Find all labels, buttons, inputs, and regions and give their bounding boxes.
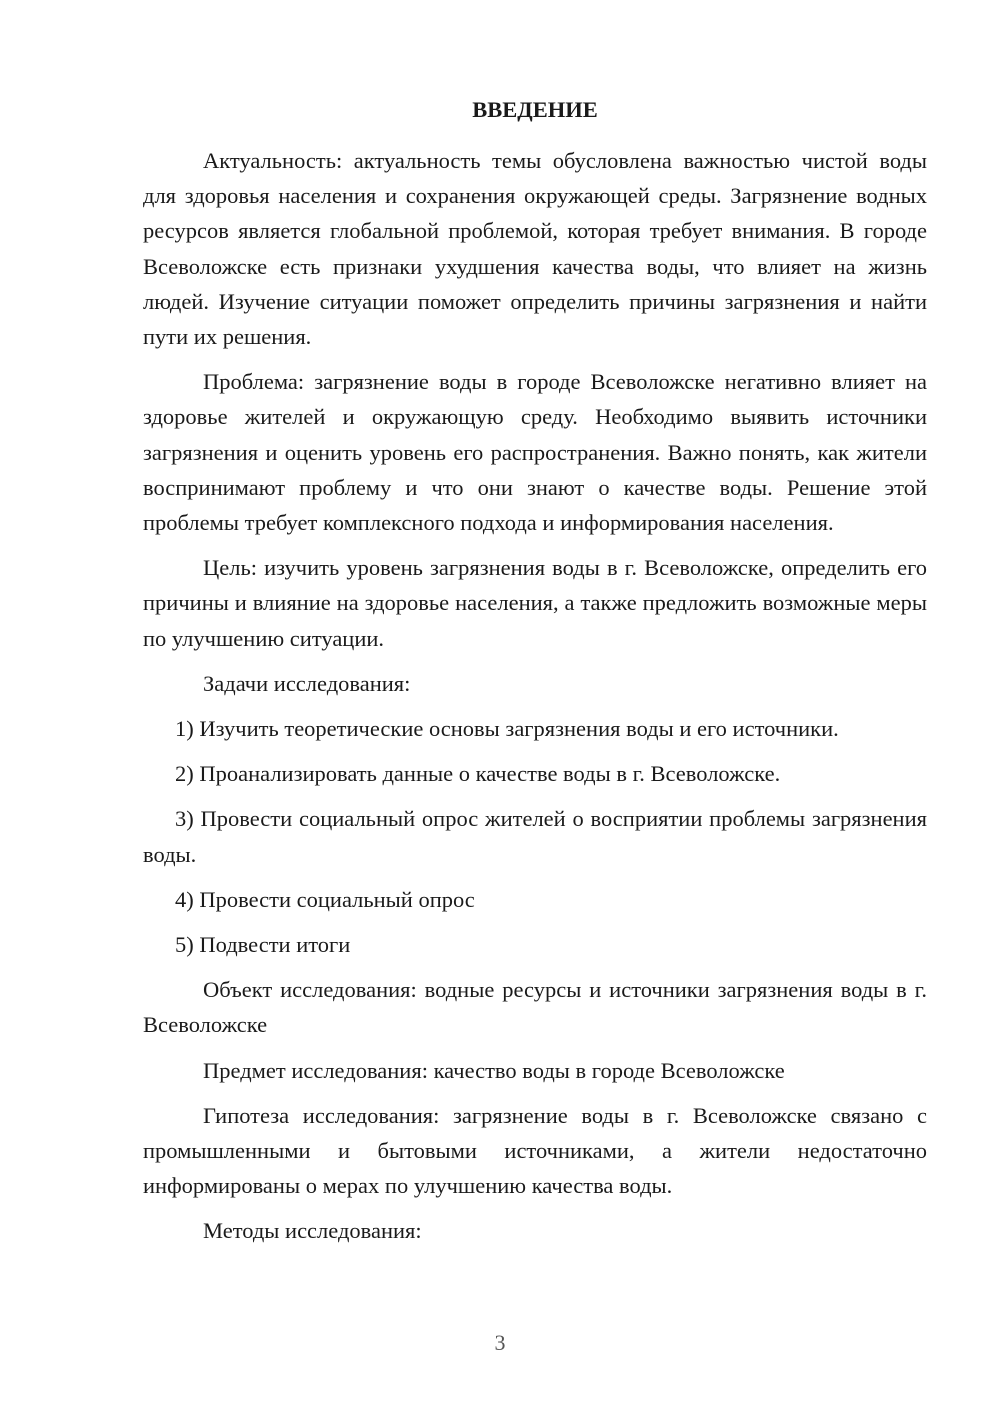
list-item: 2) Проанализировать данные о качестве воды в г. Всеволожске.	[175, 761, 781, 787]
subject-paragraph: Предмет исследования: качество воды в городе Всеволожске	[203, 1057, 785, 1083]
list-item: 3) Провести социальный опрос жителей о восприятии проблемы загрязнения воды.	[143, 806, 927, 867]
object-paragraph: Объект исследования: водные ресурсы и источники загрязнения воды в г. Всеволожске	[143, 977, 927, 1038]
document-page	[143, 90, 927, 1259]
relevance-paragraph: Актуальность: актуальность темы обусловлена важностью чистой воды для здоровья населения и сохранения окружающей среды. Загрязнение водных ресурсов является глобальной проблемой, которая требует внимания. В городе Всеволожске есть признаки ухудшения качества воды, что влияет на жизнь людей. Изучение ситуации поможет определить причины загрязнения и найти пути их решения.	[143, 148, 927, 350]
tasks-list	[143, 711, 927, 962]
methods-paragraph: Методы исследования:	[203, 1218, 422, 1244]
list-item: 4) Провести социальный опрос	[175, 886, 475, 912]
hypothesis-paragraph: Гипотеза исследования: загрязнение воды в г. Всеволожске связано с промышленными и бытовыми источниками, а жители недостаточно информированы о мерах по улучшению качества воды.	[143, 1102, 927, 1199]
section-heading: ВВЕДЕНИЕ	[472, 97, 598, 122]
page-number: 3	[494, 1330, 506, 1355]
problem-paragraph: Проблема: загрязнение воды в городе Всеволожске негативно влияет на здоровье жителей и окружающую среду. Необходимо выявить источники загрязнения и оценить уровень его распространения. Важно понять, как жители воспринимают проблему и что они знают о качестве воды. Решение этой проблемы требует комплексного подхода и информирования населения.	[143, 369, 927, 536]
list-item: 1) Изучить теоретические основы загрязнения воды и его источники.	[175, 716, 839, 742]
tasks-title: Задачи исследования:	[203, 670, 411, 696]
goal-paragraph: Цель: изучить уровень загрязнения воды в г. Всеволожске, определить его причины и влияние на здоровье населения, а также предложить возможные меры по улучшению ситуации.	[143, 555, 927, 651]
list-item: 5) Подвести итоги	[175, 932, 351, 958]
